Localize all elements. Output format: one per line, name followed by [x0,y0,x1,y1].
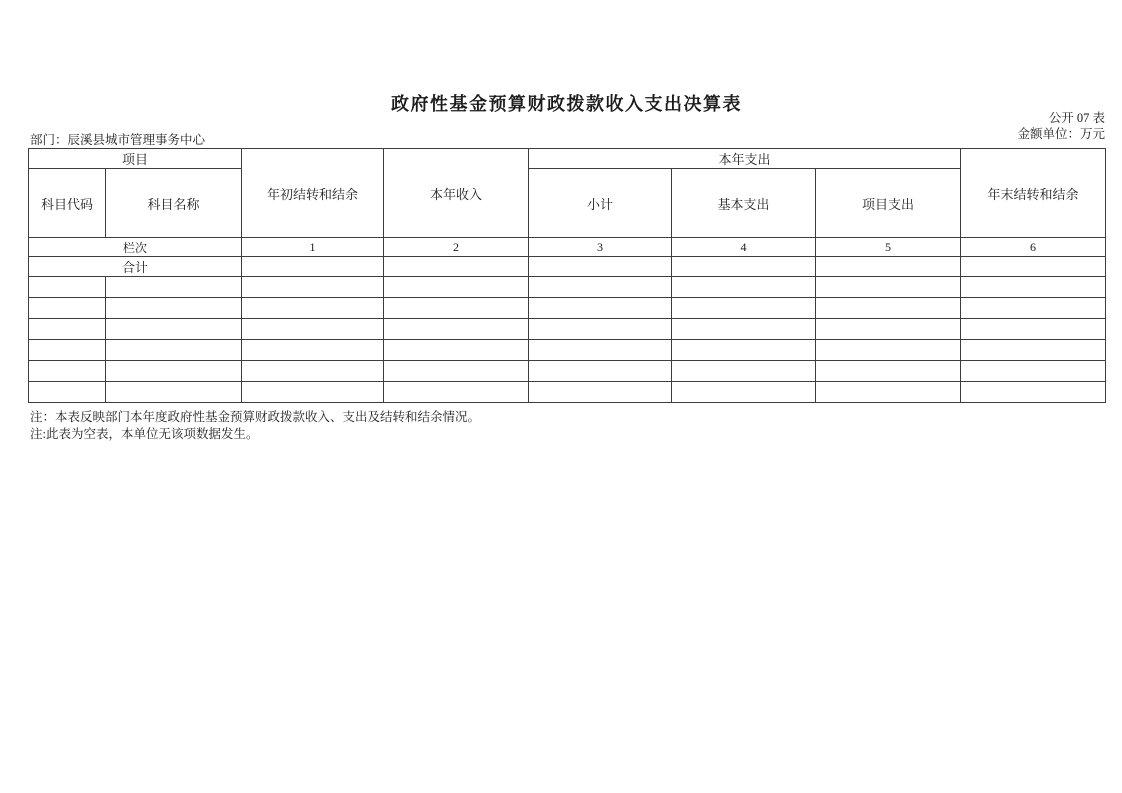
table-cell [384,361,529,382]
header-current-year-income: 本年收入 [384,149,529,238]
table-cell [816,382,961,403]
header-subject-name: 科目名称 [106,169,242,238]
total-cell [242,257,384,277]
column-number: 4 [672,238,816,257]
meta-right-block [1017,110,1105,142]
table-cell [384,382,529,403]
table-cell [961,298,1106,319]
column-number: 5 [816,238,961,257]
table-cell [529,298,672,319]
header-row-top [29,149,1106,169]
table-cell [961,361,1106,382]
page-title: 政府性基金预算财政拨款收入支出决算表 [391,94,742,114]
table-cell [672,361,816,382]
table-cell [961,382,1106,403]
total-cell [384,257,529,277]
table-cell [816,277,961,298]
table-cell [29,319,106,340]
header-begin-year-balance: 年初结转和结余 [242,149,384,238]
table-cell [672,382,816,403]
column-number: 1 [242,238,384,257]
table-cell [672,319,816,340]
column-number: 2 [384,238,529,257]
table-cell [816,361,961,382]
table-row [29,340,1106,361]
total-cell [961,257,1106,277]
table-cell [242,361,384,382]
table-cell [672,340,816,361]
table-cell [384,277,529,298]
header-basic-expense: 基本支出 [672,169,816,238]
amount-unit-label: 金额单位：万元 [1017,127,1105,141]
table-cell [816,298,961,319]
column-number: 6 [961,238,1106,257]
total-cell [672,257,816,277]
table-cell [106,277,242,298]
budget-table [28,148,1106,403]
table-cell [529,277,672,298]
table-row [29,298,1106,319]
column-number: 3 [529,238,672,257]
lanci-label: 栏次 [29,238,242,257]
column-number-row [29,238,1106,257]
table-cell [29,277,106,298]
total-label: 合计 [29,257,242,277]
department-label: 部门：辰溪县城市管理事务中心 [30,133,206,147]
table-cell [961,340,1106,361]
header-end-year-balance: 年末结转和结余 [961,149,1106,238]
table-cell [384,340,529,361]
total-cell [529,257,672,277]
table-cell [29,361,106,382]
table-row [29,361,1106,382]
table-cell [961,319,1106,340]
table-cell [529,361,672,382]
table-cell [529,319,672,340]
table-cell [106,361,242,382]
table-row [29,277,1106,298]
table-cell [529,382,672,403]
footnote-line: 注：本表反映部门本年度政府性基金预算财政拨款收入、支出及结转和结余情况。 [30,410,481,424]
header-subject-code: 科目代码 [29,169,106,238]
table-cell [106,319,242,340]
header-row-main [29,169,1106,238]
table-cell [242,298,384,319]
table-cell [242,340,384,361]
header-subtotal: 小计 [529,169,672,238]
table-cell [242,319,384,340]
table-cell [242,382,384,403]
footnotes [30,409,480,443]
table-cell [816,340,961,361]
table-code-label: 公开 07 表 [1048,111,1105,125]
table-cell [106,298,242,319]
table-row [29,382,1106,403]
table-cell [106,382,242,403]
header-project-expense: 项目支出 [816,169,961,238]
table-cell [672,277,816,298]
table-cell [29,382,106,403]
table-cell [242,277,384,298]
footnote-line: 注:此表为空表，本单位无该项数据发生。 [30,427,259,441]
table-cell [29,298,106,319]
table-cell [961,277,1106,298]
table-cell [106,340,242,361]
table-cell [529,340,672,361]
total-row [29,257,1106,277]
table-cell [384,319,529,340]
total-cell [816,257,961,277]
table-cell [29,340,106,361]
table-cell [384,298,529,319]
table-cell [816,319,961,340]
header-current-year-expense-group: 本年支出 [529,149,961,169]
header-project-group: 项目 [29,149,242,169]
table-cell [672,298,816,319]
table-row [29,319,1106,340]
